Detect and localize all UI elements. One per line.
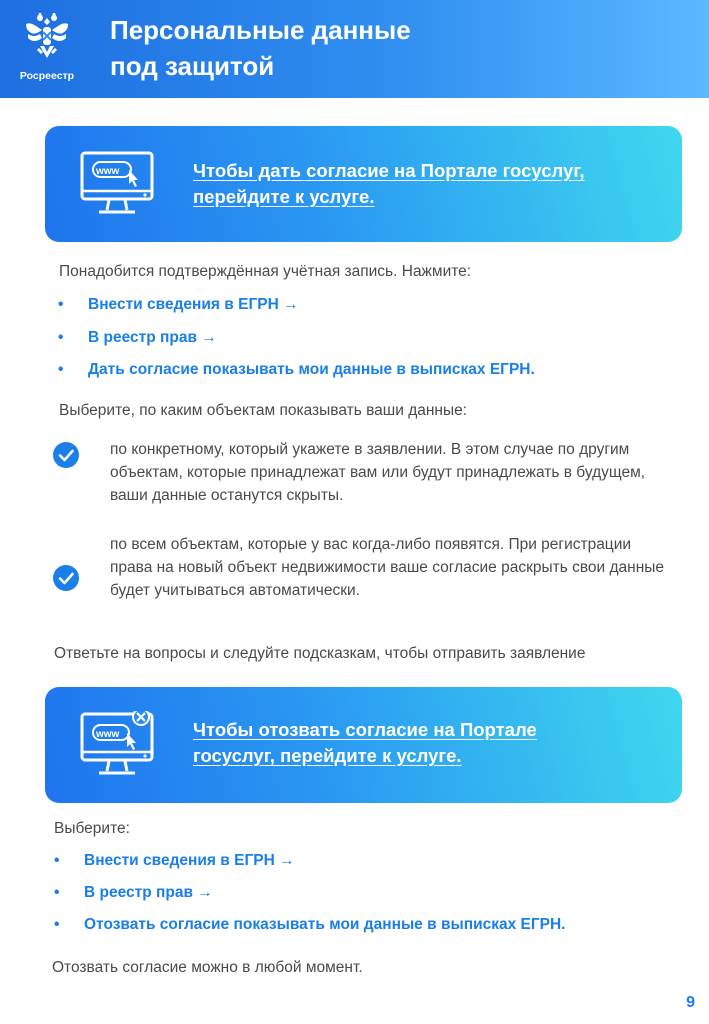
svg-text:www: www — [96, 166, 120, 177]
rosreestr-logo — [14, 12, 80, 86]
page-title-line-1: Персональные данные — [110, 15, 411, 45]
revoke-step-item — [54, 884, 213, 902]
choose-text: Выберите: — [54, 820, 130, 837]
revoke-step-label: В реестр прав → — [84, 884, 213, 901]
check-circle-icon — [53, 565, 79, 591]
revoke-consent-link-line-2[interactable]: госуслуг, перейдите к услуге. — [193, 745, 462, 766]
option-specific-object: по конкретному, который укажете в заявлении. В этом случае по другим объектам, которые принадлежат вам или будут принадлежать в будущем, ваши данные останутся скрыты. — [110, 441, 646, 504]
computer-www-icon — [79, 150, 155, 223]
bullet-dot: • — [54, 852, 60, 869]
page-title — [110, 12, 411, 84]
give-consent-link[interactable] — [193, 158, 663, 210]
revoke-anytime-note: Отозвать согласие можно в любой момент. — [52, 959, 363, 976]
revoke-step-label: Отозвать согласие показывать мои данные в выписках ЕГРН. — [84, 916, 566, 933]
eagle-emblem-icon — [24, 12, 70, 62]
step-label: В реестр прав → — [88, 329, 217, 346]
revoke-consent-card[interactable] — [45, 687, 682, 803]
revoke-consent-link-line-1[interactable]: Чтобы отозвать согласие на Портале — [193, 719, 537, 740]
bullet-dot: • — [54, 916, 60, 933]
bullet-dot: • — [54, 884, 60, 901]
choose-objects-text: Выберите, по каким объектам показывать ваши данные: — [59, 402, 468, 419]
step-item — [58, 329, 217, 347]
revoke-step-label: Внести сведения в ЕГРН → — [84, 852, 295, 869]
step-label: Внести сведения в ЕГРН → — [88, 296, 299, 313]
bullet-dot: • — [58, 296, 64, 313]
step-label: Дать согласие показывать мои данные в выписках ЕГРН. — [88, 361, 535, 378]
step-item — [58, 361, 535, 379]
bullet-dot: • — [58, 361, 64, 378]
answer-questions-text: Ответьте на вопросы и следуйте подсказкам, чтобы отправить заявление — [54, 645, 586, 662]
option-all-objects: по всем объектам, которые у вас когда-либо появятся. При регистрации права на новый объект недвижимости ваше согласие раскрыть свои данные будет учитываться автоматически. — [110, 536, 665, 599]
revoke-step-item — [54, 852, 295, 870]
step-item — [58, 296, 299, 314]
bullet-dot: • — [58, 329, 64, 346]
page-number: 9 — [686, 994, 695, 1011]
revoke-step-item — [54, 916, 566, 934]
logo-label: Росреестр — [19, 70, 75, 82]
page-title-line-2: под защитой — [110, 51, 275, 81]
account-requirement-text: Понадобится подтверждённая учётная запись. Нажмите: — [59, 263, 472, 280]
check-circle-icon — [53, 442, 79, 468]
give-consent-card[interactable] — [45, 126, 682, 242]
give-consent-link-line-1[interactable]: Чтобы дать согласие на Портале госуслуг, — [193, 160, 585, 181]
header-banner — [0, 0, 709, 98]
computer-www-cancel-icon — [79, 711, 155, 784]
give-consent-link-line-2[interactable]: перейдите к услуге. — [193, 186, 375, 207]
svg-text:www: www — [96, 729, 120, 740]
revoke-consent-link[interactable] — [193, 717, 663, 769]
